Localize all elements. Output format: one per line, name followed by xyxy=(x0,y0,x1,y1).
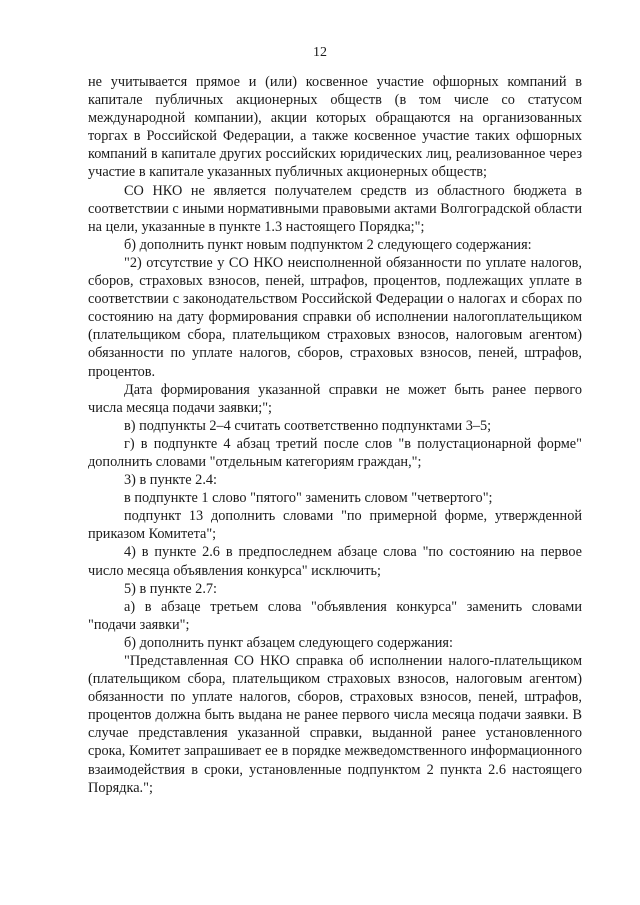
paragraph-6: в) подпункты 2–4 считать соответственно подпунктами 3–5; xyxy=(124,417,492,434)
paragraph-9: в подпункте 1 слово "пятого" заменить словом "четвертого"; xyxy=(124,490,493,507)
paragraph-7: г) в подпункте 4 абзац третий после слов "в полустационарной форме" дополнить словами "отдельным категориям граждан,"; xyxy=(88,435,582,470)
paragraph-8: 3) в пункте 2.4: xyxy=(124,472,218,489)
paragraph-11: 4) в пункте 2.6 в предпоследнем абзаце слова "по состоянию на первое число месяца объявления конкурса" исключить; xyxy=(88,544,582,579)
paragraph-10: подпункт 13 дополнить словами "по примерной форме, утвержденной приказом Комитета"; xyxy=(88,508,582,543)
paragraph-4: "2) отсутствие у СО НКО неисполненной обязанности по уплате налогов, сборов, страховых взносов, пеней, штрафов, процентов, подлежащих уплате в соответствии с законодательством Российской Федерации о налогах и сборах по состоянию на дату формирования справки об исполнении налогоплательщиком (плательщиком сбора, плательщиком страховых взносов, налоговым агентом) обязанности по уплате налогов, сборов, страховых взносов, пеней, штрафов, процентов. xyxy=(88,254,582,380)
document-body xyxy=(88,73,582,797)
paragraph-5: Дата формирования указанной справки не может быть ранее первого числа месяца подачи заявки;"; xyxy=(88,381,582,416)
paragraph-15: "Представленная СО НКО справка об исполнении налого-плательщиком (плательщиком сбора, плательщиком страховых взносов, налоговым агентом) обязанности по уплате налогов, сборов, страховых взносов, пеней, штрафов, процентов должна быть выдана не ранее первого числа месяца подачи заявки. В случае представления указанной справки, выданной ранее установленного срока, Комитет запрашивает ее в порядке межведомственного информационного взаимодействия в сроки, установленные подпунктом 2 пункта 2.6 настоящего Порядка."; xyxy=(88,653,582,796)
paragraph-1: не учитывается прямое и (или) косвенное участие офшорных компаний в капитале публичных акционерных обществ (в том числе со статусом международной компании), акции которых обращаются на организованных торгах в Российской Федерации, а также косвенное участие таких офшорных компаний в капитале других российских юридических лиц, реализованное через участие в капитале указанных публичных акционерных обществ; xyxy=(88,74,582,181)
paragraph-12: 5) в пункте 2.7: xyxy=(124,580,218,597)
paragraph-2: СО НКО не является получателем средств из областного бюджета в соответствии с иными нормативными правовыми актами Волгоградской области на цели, указанные в пункте 1.3 настоящего Порядка;"; xyxy=(88,182,582,235)
paragraph-14: б) дополнить пункт абзацем следующего содержания: xyxy=(124,634,453,651)
page-number: 12 xyxy=(313,45,327,60)
paragraph-13: а) в абзаце третьем слова "объявления конкурса" заменить словами "подачи заявки"; xyxy=(88,598,582,633)
paragraph-3: б) дополнить пункт новым подпунктом 2 следующего содержания: xyxy=(124,236,532,253)
